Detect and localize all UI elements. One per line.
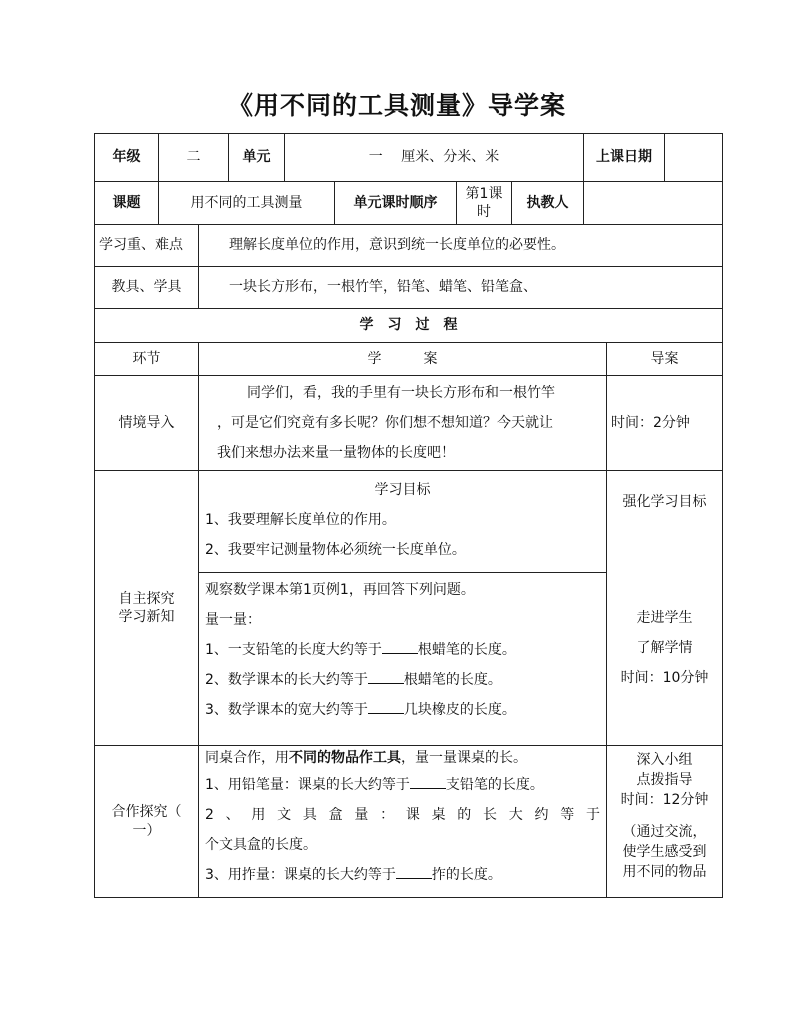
answer-blank[interactable] xyxy=(410,788,446,789)
page-title: 《用不同的工具测量》导学案 xyxy=(227,91,566,120)
process-header: 学 习 过 程 xyxy=(95,309,723,343)
intro-plan xyxy=(199,376,607,471)
coop-item-3-suffix: 拃的长度。 xyxy=(431,867,502,883)
coop-plan xyxy=(199,746,607,898)
plan-column-header: 学 案 xyxy=(199,343,607,376)
grade-value: 二 xyxy=(159,134,229,182)
intro-stage: 情境导入 xyxy=(95,376,199,471)
guide-line-1: 走进学生 xyxy=(636,610,693,627)
grade-label: 年级 xyxy=(95,134,159,182)
unit-value: 一 厘米、分米、米 xyxy=(285,134,584,182)
coop-intro-emphasis: 不同的物品作工具 xyxy=(289,750,401,766)
explore-stage-line-1: 自主探究 xyxy=(118,590,175,607)
guide-column-header: 导案 xyxy=(607,343,723,376)
explore-plan xyxy=(199,471,607,746)
explore-stage xyxy=(95,471,199,746)
coop-intro-text: 同桌合作，用 xyxy=(205,750,289,766)
goal-1: 1、我要理解长度单位的作用。 xyxy=(205,512,396,528)
coop-item-3 xyxy=(205,860,600,890)
column-header-row xyxy=(95,343,723,376)
question-2-text: 2、数学课本的长大约等于 xyxy=(205,672,368,688)
goals-title: 学习目标 xyxy=(374,482,431,498)
intro-row xyxy=(95,376,723,471)
coop-guide-line-1: 深入小组 xyxy=(636,752,693,768)
question-1 xyxy=(205,635,600,665)
question-3-text: 3、数学课本的宽大约等于 xyxy=(205,702,368,718)
coop-guide-line-6: 用不同的物品 xyxy=(622,864,707,880)
coop-stage-line-2: 一） xyxy=(132,822,161,839)
question-3-suffix: 几块橡皮的长度。 xyxy=(403,702,516,718)
info-row-2 xyxy=(95,182,723,225)
goals-block xyxy=(199,471,606,573)
date-value xyxy=(665,134,723,182)
question-3 xyxy=(205,695,600,725)
explore-row xyxy=(95,471,723,746)
explore-stage-line-2: 学习新知 xyxy=(118,609,175,625)
question-2-suffix: 根蜡笔的长度。 xyxy=(403,672,502,688)
coop-row xyxy=(95,746,723,898)
coop-item-2-line-2: 个文具盒的长度。 xyxy=(205,837,317,853)
coop-item-1 xyxy=(205,770,600,800)
answer-blank[interactable] xyxy=(396,878,432,879)
coop-guide-line-2: 点拨指导 xyxy=(636,772,693,788)
coop-guide-line-3: 时间：12分钟 xyxy=(620,792,709,808)
goal-2: 2、我要牢记测量物体必须统一长度单位。 xyxy=(205,542,466,558)
question-1-suffix: 根蜡笔的长度。 xyxy=(417,642,516,658)
answer-blank[interactable] xyxy=(368,683,404,684)
spacer xyxy=(611,810,718,822)
observe-instruction: 观察数学课本第1页例1，再回答下列问题。 xyxy=(205,582,475,598)
guide-reinforce: 强化学习目标 xyxy=(622,494,707,510)
focus-label: 学习重、难点 xyxy=(95,225,199,267)
answer-blank[interactable] xyxy=(368,713,404,714)
coop-item-1-text: 1、用铅笔量：课桌的长大约等于 xyxy=(205,777,410,793)
tools-value: 一块长方形布，一根竹竿，铅笔、蜡笔、铅笔盒、 xyxy=(199,267,723,309)
guide-line-3: 时间：10分钟 xyxy=(620,670,709,687)
measure-block xyxy=(199,573,606,727)
explore-guide xyxy=(607,471,723,746)
coop-item-1-suffix: 支铅笔的长度。 xyxy=(445,777,544,793)
question-1-text: 1、一支铅笔的长度大约等于 xyxy=(205,642,382,658)
answer-blank[interactable] xyxy=(382,653,418,654)
coop-intro-suffix: ，量一量课桌的长。 xyxy=(401,750,527,766)
unit-label: 单元 xyxy=(229,134,285,182)
order-value: 第1课时 xyxy=(457,182,512,225)
guide-line-2: 了解学情 xyxy=(636,640,693,657)
coop-guide xyxy=(607,746,723,898)
teacher-value xyxy=(584,182,723,225)
date-label: 上课日期 xyxy=(584,134,665,182)
coop-guide-line-4: （通过交流， xyxy=(622,824,707,840)
focus-row xyxy=(95,225,723,267)
question-2 xyxy=(205,665,600,695)
info-row-1 xyxy=(95,134,723,182)
coop-guide-line-5: 使学生感受到 xyxy=(622,844,707,860)
topic-label: 课题 xyxy=(95,182,159,225)
tools-label: 教具、学具 xyxy=(95,267,199,309)
intro-guide: 时间：2分钟 xyxy=(607,376,723,471)
coop-item-3-text: 3、用拃量：课桌的长大约等于 xyxy=(205,867,396,883)
coop-stage-line-1: 合作探究（ xyxy=(111,804,182,821)
intro-line-1: 同学们，看，我的手里有一块长方形布和一根竹竿 xyxy=(247,385,555,401)
coop-stage xyxy=(95,746,199,898)
order-label: 单元课时顺序 xyxy=(335,182,457,225)
lesson-plan-table xyxy=(94,133,723,898)
teacher-label: 执教人 xyxy=(512,182,584,225)
coop-intro xyxy=(205,746,600,770)
stage-column-header: 环节 xyxy=(95,343,199,376)
process-header-row xyxy=(95,309,723,343)
intro-line-3: 我们来想办法来量一量物体的长度吧！ xyxy=(217,445,455,461)
measure-title: 量一量： xyxy=(205,612,261,628)
intro-line-2: ，可是它们究竟有多长呢？你们想不想知道？今天就让 xyxy=(217,415,553,431)
focus-value: 理解长度单位的作用，意识到统一长度单位的必要性。 xyxy=(199,225,723,267)
tools-row xyxy=(95,267,723,309)
topic-value: 用不同的工具测量 xyxy=(159,182,335,225)
spacer xyxy=(611,511,718,603)
coop-item-2-line-1: 2、用文具盒量：课桌的长大约等于 xyxy=(205,807,601,823)
